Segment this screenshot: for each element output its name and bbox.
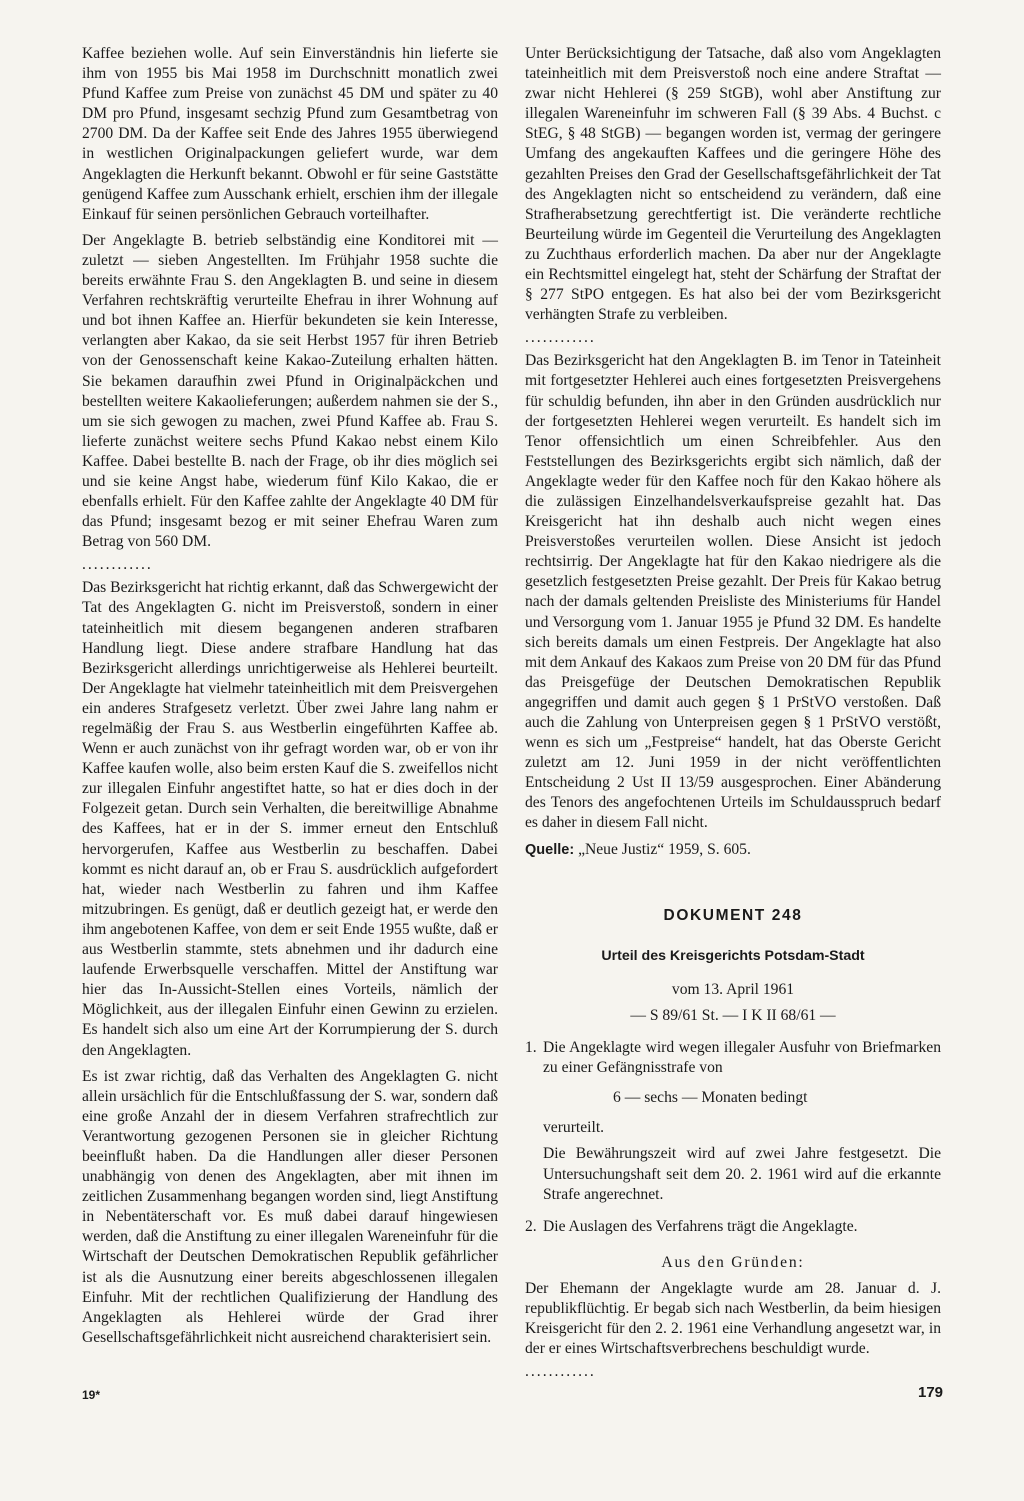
source-label: Quelle: [525, 841, 575, 858]
item-number: 2. [525, 1217, 537, 1235]
paragraph: Das Bezirksgericht hat richtig erkannt, daß das Schwergewicht der Tat des Angeklagten G. nicht im Preisverstoß, sondern in einer tateinheitlich mit diesem begangenen anderen strafbaren Handlung liegt. Diese andere strafbare Handlung hat das Bezirksgericht allerdings unrichtigerweise als Hehlerei beurteilt. Der Angeklagte hat vielmehr tateinheitlich mit dem Preisvergehen ein anderes Strafgesetz verletzt. Über zwei Jahre lang nahm er regelmäßig der Frau S. aus Westberlin eingeführten Kaffee ab. Wenn er auch zunächst von ihr gefragt worden war, ob er von ihr Kaffee kaufen wolle, also beim ersten Kauf die S. zweifellos nicht zur illegalen Einfuhr angestiftet hatte, so hat er dies doch in der Folgezeit getan. Durch sein Verhalten, die bereitwillige Abnahme des Kaffees, hat er in der S. immer erneut den Entschluß hervorgerufen, Kaffee aus Westberlin zu beschaffen. Dabei kommt es nicht darauf an, ob er Frau S. ausdrücklich aufgefordert hat, wieder nach Westberlin zu fahren und ihm Kaffee mitzubringen. Es genügt, daß er deutlich gezeigt hat, er werde den ihm angebotenen Kaffee, von dem er seit Ende 1955 wußte, daß er aus Westberlin stammte, stets abnehmen und ihr dadurch eine laufende Erwerbsquelle verschaffen. Mittel der Anstiftung war hier das In-Aussicht-Stellen eines Vorteils, nämlich der Möglichkeit, aus der illegalen Einfuhr einen Gewinn zu erzielen. Es handelt sich also um eine Art der Korrumpierung der S. durch den Angeklagten. [82, 579, 498, 1059]
omission-dots: ............ [525, 329, 596, 347]
verdict-item [525, 1038, 941, 1211]
left-column [82, 44, 498, 1354]
omission-dots: ............ [525, 1363, 596, 1381]
source-text: „Neue Justiz“ 1959, S. 605. [578, 840, 751, 858]
paragraph: Kaffee beziehen wolle. Auf sein Einverständnis hin lieferte sie ihm von 1955 bis Mai 1958 im Durchschnitt monatlich zwei Pfund Kaffee zum Preise von zunächst 45 DM und später zu 40 DM pro Pfund, insgesamt sechzig Pfund zum Gesamtbetrag von 2700 DM. Da der Kaffee seit Ende des Jahres 1955 überwiegend in westlichen Originalpackungen geliefert wurde, war dem Angeklagten die Herkunft bekannt. Obwohl er für seine Gaststätte genügend Kaffee zum Ausschank erhielt, erschien ihm der illegale Einkauf für seinen persönlichen Gebrauch vorteilhafter. [82, 45, 498, 223]
paragraph: Es ist zwar richtig, daß das Verhalten des Angeklagten G. nicht allein ursächlich für die Entschlußfassung der S. war, sondern daß eine große Anzahl der in diesem Verfahren strafrechtlich zur Verantwortung gezogenen Personen sie in gleicher Richtung beeinflußt haben. Da die Handlungen aller dieser Personen unabhängig von denen des Angeklagten, aber mit ihnen im zeitlichen Zusammenhang begangen worden sind, liegt Anstiftung in Nebentäterschaft vor. Es muß dabei darauf hingewiesen werden, daß die Anstiftung zu einer illegalen Wareneinfuhr für die Wirtschaft der Deutschen Demokratischen Republik gefährlicher ist als die Ausnutzung einer bereits abgeschlossenen illegalen Einfuhr. Mit der rechtlichen Qualifizierung der Handlung des Angeklagten als Hehlerei würde der Grad ihrer Gesellschaftsgefährlichkeit nicht ausreichend charakterisiert sein. [82, 1067, 498, 1346]
item-number: 1. [525, 1039, 537, 1057]
source-citation [525, 840, 941, 860]
item-body [543, 1217, 941, 1243]
item-text: verurteilt. [543, 1119, 605, 1137]
right-column [525, 44, 941, 1385]
document-heading: DOKUMENT 248 [663, 906, 803, 924]
document-reference: — S 89/61 St. — I K II 68/61 — [630, 1006, 836, 1024]
document-date: vom 13. April 1961 [671, 980, 795, 998]
item-text: Die Auslagen des Verfahrens trägt die Angeklagte. [543, 1217, 858, 1235]
page-number: 179 [918, 1384, 944, 1401]
document-title: Urteil des Kreisgerichts Potsdam-Stadt [601, 947, 865, 964]
item-text: Die Angeklagte wird wegen illegaler Ausfuhr von Briefmarken zu einer Gefängnisstrafe von [543, 1039, 941, 1077]
signature-mark: 19* [82, 1388, 101, 1402]
verdict-item [525, 1217, 941, 1243]
paragraph: Unter Berücksichtigung der Tatsache, daß also vom Angeklagten tateinheitlich mit dem Preisverstoß noch eine andere Straftat — zwar nicht Hehlerei (§ 259 StGB), wohl aber Anstiftung zur illegalen Wareneinfuhr im schweren Fall (§ 39 Abs. 4 Buchst. c StEG, § 48 StGB) — begangen worden ist, vermag der geringere Umfang des angekauften Kaffees und die geringere Höhe des gezahlten Preises den Grad der Gesellschaftsgefährlichkeit der Tat des Angeklagten nicht so entscheidend zu verändern, daß eine Strafherabsetzung gerechtfertigt ist. Die veränderte rechtliche Beurteilung würde im Gegenteil die Verurteilung des Angeklagten zu Zuchthaus erforderlich machen. Da aber nur der Angeklagte ein Rechtsmittel eingelegt hat, steht der Schärfung der Straftat der § 277 StPO entgegen. Es hat also bei der vom Bezirksgericht verhängten Strafe zu verbleiben. [525, 45, 941, 324]
omission-dots: ............ [82, 556, 153, 574]
paragraph: Der Angeklagte B. betrieb selbständig eine Konditorei mit — zuletzt — sieben Angestellten. Im Frühjahr 1958 suchte die bereits erwähnte Frau S. den Angeklagten B. und seine in diesem Verfahren rechtskräftig verurteilte Ehefrau in ihrer Wohnung auf und bot ihnen Kaffee an. Hierfür bekundeten sie kein Interesse, verlangten aber Kakao, da sie seit Herbst 1957 für ihren Betrieb von der Genossenschaft keine Kakao-Zuteilung erhalten hätten. Sie bekamen daraufhin zwei Pfund in Originalpäckchen und bestellten weitere Kakaolieferungen; außerdem nahmen sie der S., um sie sich gewogen zu machen, zwei Pfund Kaffee ab. Frau S. lieferte zunächst weitere sechs Pfund Kakao nebst einem Kilo Kaffee. Dabei bestellte B. nach der Frage, ob ihr dies möglich sei und sie keine Angst habe, wiederum fünf Kilo Kakao, die er ebenfalls erhielt. Für den Kaffee zahlte der Angeklagte 40 DM für das Pfund; insgesamt bezog er mit seiner Ehefrau Waren zum Betrag von 560 DM. [82, 231, 498, 551]
sentence-line: 6 — sechs — Monaten bedingt [613, 1089, 808, 1107]
item-text: Die Bewährungszeit wird auf zwei Jahre festgesetzt. Die Untersuchungshaft seit dem 20. 2. 1961 wird auf die erkannte Strafe angerechnet. [543, 1145, 941, 1203]
paragraph: Das Bezirksgericht hat den Angeklagten B. im Tenor in Tateinheit mit fortgesetzter Hehlerei auch eines fortgesetzten Preisvergehens für schuldig befunden, ihn aber in den Gründen ausdrücklich nur der fortgesetzten Hehlerei wegen verurteilt. Es handelt sich im Tenor offensichtlich um einen Schreibfehler. Aus den Feststellungen des Bezirksgerichts ergibt sich nämlich, daß der Angeklagte weder für den Kaffee noch für den Kakao höhere als die zulässigen Einzelhandelsverkaufspreise gezahlt hat. Das Kreisgericht hat ihn deshalb auch nicht wegen eines Preisverstoßes verurteilen wollen. Diese Ansicht ist jedoch rechtsirrig. Der Angeklagte hat für den Kakao niedrigere als die gesetzlich festgesetzten Preise gezahlt. Der Preis für Kakao betrug nach der damals geltenden Preisliste des Ministeriums für Handel und Versorgung vom 1. Januar 1955 je Pfund 32 DM. Es handelte sich bereits damals um einen Festpreis. Der Angeklagte hat also mit dem Ankauf des Kakaos zum Preise von 20 DM für das Pfund das Preisgefüge der Deutschen Demokratischen Republik angegriffen und damit auch gegen § 1 PrStVO verstoßen. Daß auch die Zahlung von Unterpreisen gegen § 1 PrStVO verstößt, wenn es sich um „Festpreise“ handelt, hat das Oberste Gericht zuletzt am 12. Juni 1959 in der nicht veröffentlichten Entscheidung 2 Ust II 13/59 ausgesprochen. Einer Abänderung des Tenors des angefochtenen Urteils im Schuldausspruch bedarf es daher in diesem Fall nicht. [525, 352, 941, 832]
reasons-heading: Aus den Gründen: [661, 1253, 805, 1271]
paragraph: Der Ehemann der Angeklagte wurde am 28. Januar d. J. republikflüchtig. Er begab sich nach Westberlin, da beim hiesigen Kreisgericht für den 2. 2. 1961 eine Verhandlung angesetzt war, in der er eines Wirtschaftsverbrechens beschuldigt wurde. [525, 1279, 941, 1358]
item-body [543, 1038, 941, 1211]
